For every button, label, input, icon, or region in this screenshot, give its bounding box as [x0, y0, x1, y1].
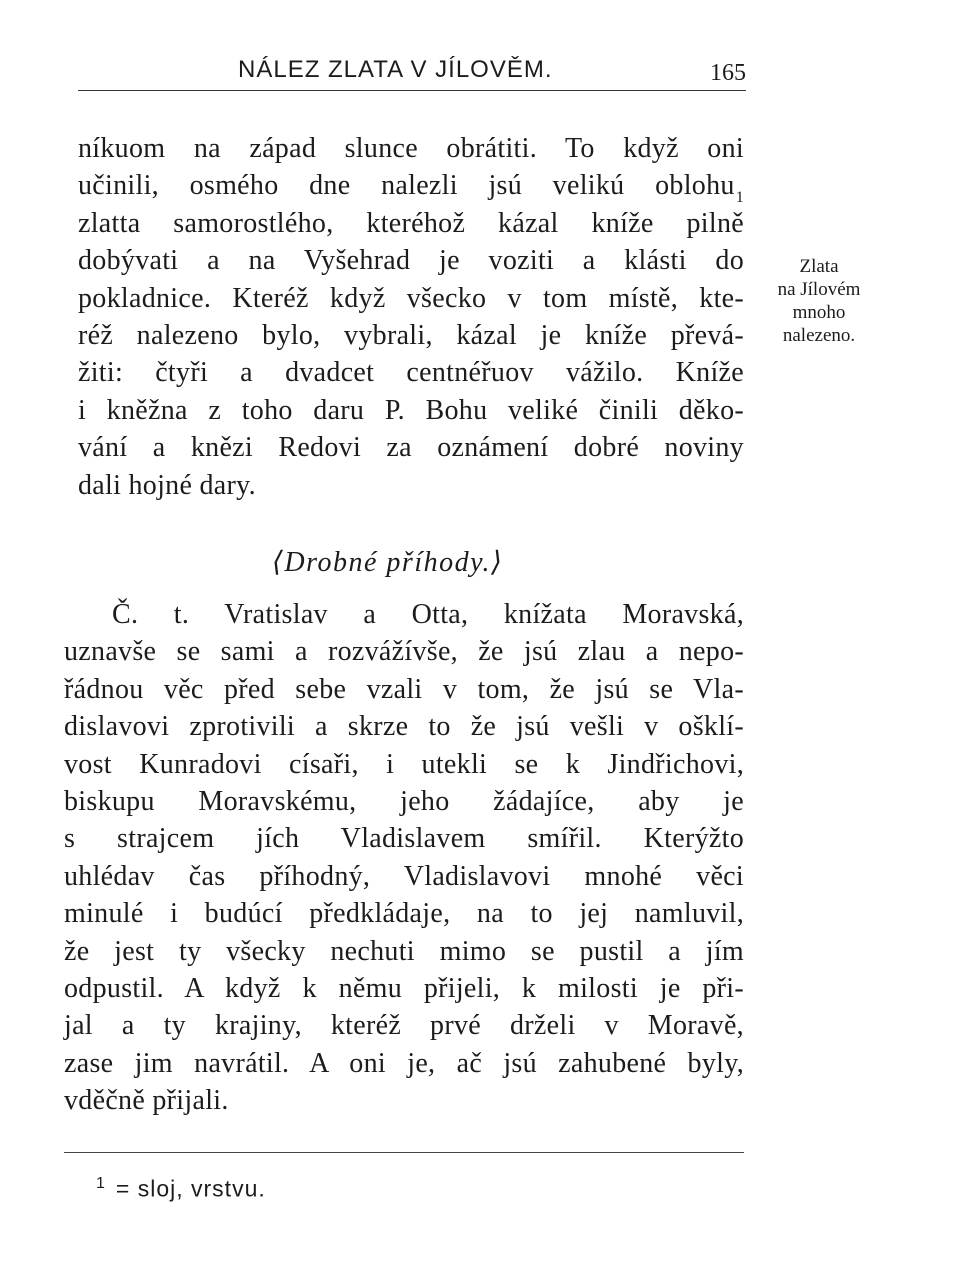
- text-line-content: učinili, osmého dne nalezli jsú velikú oblohu: [78, 170, 735, 202]
- text-line: řádnou věc před sebe vzali v tom, že jsú se Vla-: [64, 673, 744, 705]
- text-line: uznavše se sami a rozvážívše, že jsú zlau a nepo-: [64, 636, 744, 668]
- text-line: níkuom na západ slunce obrátiti. To když oni: [78, 133, 744, 164]
- footnote-reference: 1: [735, 189, 744, 207]
- text-line: [78, 167, 744, 207]
- section-heading: ⟨Drobné příhody.⟩: [272, 547, 504, 578]
- text-line: že jest ty všecky nechuti mimo se pustil a jím: [64, 935, 744, 967]
- text-line: réž nalezeno bylo, vybrali, kázal je kníže převá-: [78, 319, 744, 351]
- text-line: zlatta samorostlého, kteréhož kázal kníže pilně: [78, 207, 744, 239]
- running-title: NÁLEZ ZLATA V JÍLOVĚM.: [238, 56, 553, 83]
- margin-note-line: mnoho: [792, 302, 846, 323]
- text-line: žiti: čtyři a dvadcet centnéřuov vážilo. Kníže: [78, 357, 744, 389]
- margin-note-line: na Jílovém: [777, 279, 861, 300]
- text-line: s strajcem jích Vladislavem smířil. Kterýžto: [64, 823, 744, 855]
- text-line: dislavovi zprotivili a skrze to že jsú vešli v ošklí-: [64, 711, 744, 743]
- text-line: odpustil. A když k němu přijeli, k milosti je při-: [64, 972, 744, 1004]
- header-rule: [78, 90, 746, 91]
- text-line: Č. t. Vratislav a Otta, knížata Moravská,: [112, 599, 744, 630]
- text-line: vděčně přijali.: [64, 1085, 229, 1117]
- paragraph-2: [64, 596, 744, 1119]
- margin-note-line: Zlata: [799, 256, 839, 277]
- page-number: 165: [710, 60, 746, 86]
- text-line: dobývati a na Vyšehrad je voziti a klásti do: [78, 245, 744, 277]
- text-line: zase jim navrátil. A oni je, ač jsú zahubené byly,: [64, 1047, 744, 1079]
- text-line: i kněžna z toho daru P. Bohu veliké činili děko-: [78, 394, 744, 426]
- footnote-marker: 1: [96, 1175, 106, 1192]
- footnote-rule: [64, 1152, 744, 1153]
- text-line: vost Kunradovi císaři, i utekli se k Jindřichovi,: [64, 748, 744, 780]
- text-line: minulé i budúcí předkládaje, na to jej namluvil,: [64, 898, 744, 930]
- footnote: [96, 1175, 266, 1203]
- page-header: [78, 50, 746, 90]
- text-line: uhlédav čas příhodný, Vladislavovi mnohé věci: [64, 860, 744, 892]
- text-line: jal a ty krajiny, kteréž prvé drželi v Moravě,: [64, 1010, 744, 1042]
- margin-note: [754, 255, 884, 347]
- text-line: pokladnice. Kteréž když všecko v tom místě, kte-: [78, 282, 744, 314]
- text-line: vání a knězi Redovi za oznámení dobré noviny: [78, 432, 744, 464]
- paragraph-1: [78, 130, 744, 504]
- footnote-text: = sloj, vrstvu.: [115, 1175, 266, 1202]
- text-line: dali hojné dary.: [78, 469, 256, 501]
- margin-note-line: nalezeno.: [782, 325, 856, 346]
- text-line: biskupu Moravskému, jeho žádajíce, aby je: [64, 785, 744, 817]
